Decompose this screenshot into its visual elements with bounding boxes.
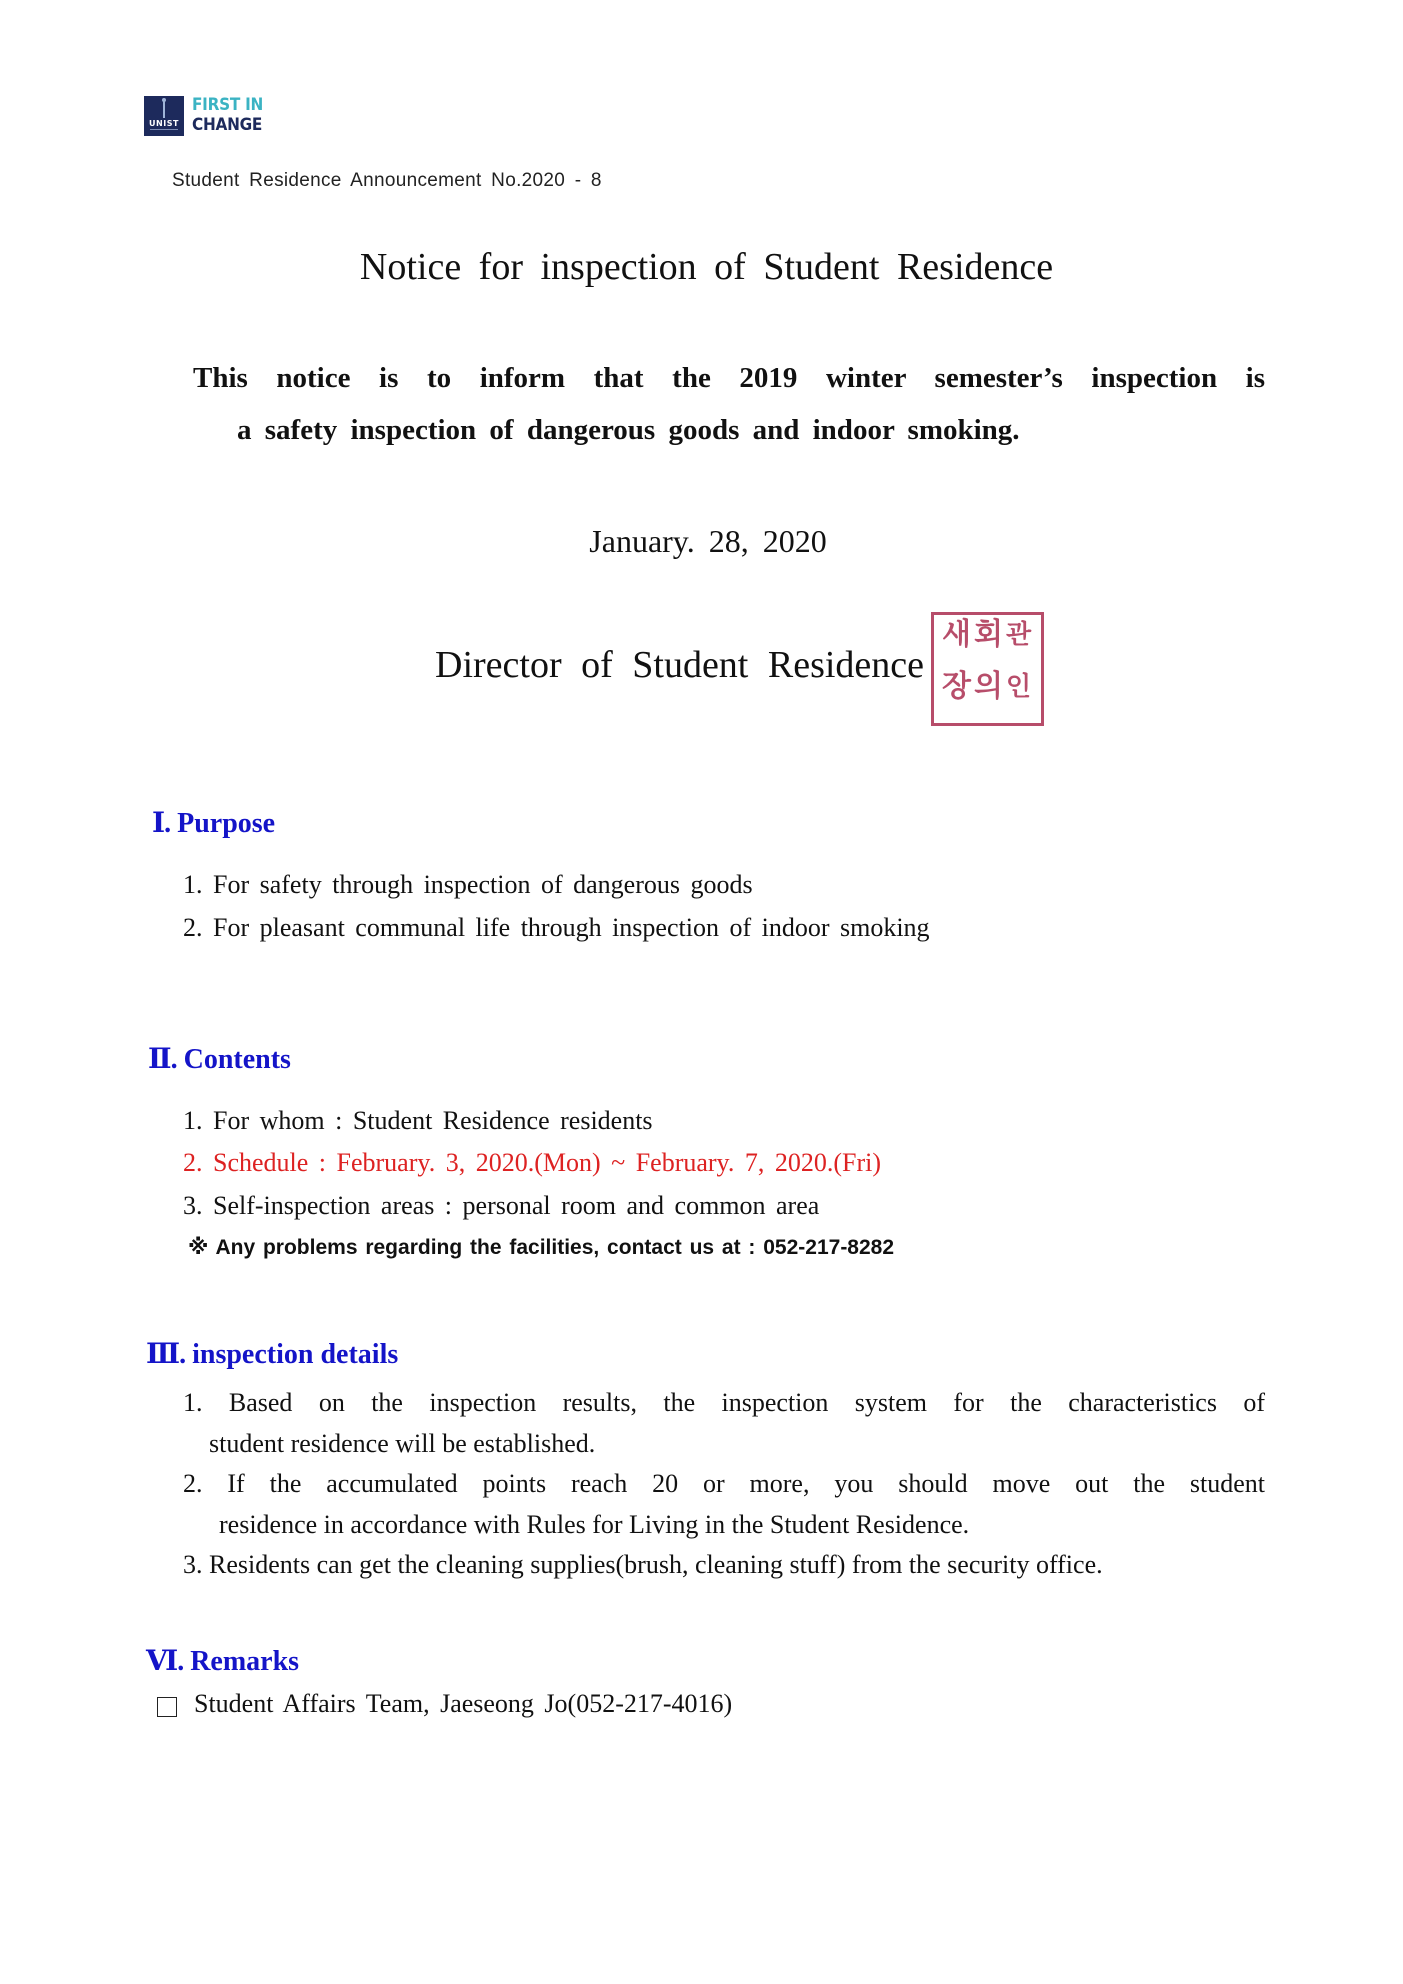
section-numeral: Ⅲ.	[146, 1339, 186, 1370]
announcement-number: Student Residence Announcement No.2020 - 8	[172, 170, 602, 191]
official-seal-stamp	[931, 612, 1044, 726]
purpose-item: 2. For pleasant communal life through inspection of indoor smoking	[183, 913, 930, 942]
logo-mark-text: UNIST	[149, 119, 179, 128]
section-numeral: Ⅰ.	[152, 808, 171, 839]
stamp-glyph: 의	[974, 669, 1003, 704]
stamp-glyph: 장	[942, 669, 971, 704]
stamp-glyph: 새	[942, 617, 971, 652]
details-item-1-line1: 1. Based on the inspection results, the inspection system for the characteristics of	[183, 1388, 1265, 1417]
details-item-1-line2: student residence will be established.	[209, 1428, 596, 1458]
details-item-2-line1: 2. If the accumulated points reach 20 or more, you should move out the student	[183, 1469, 1265, 1498]
section-heading-details	[146, 1337, 398, 1371]
stamp-glyph: 인	[1006, 672, 1032, 702]
section-title: inspection details	[192, 1339, 399, 1370]
intro-line-2: a safety inspection of dangerous goods and indoor smoking.	[237, 414, 1020, 446]
section-heading-contents	[148, 1042, 291, 1076]
logo-slogan	[192, 95, 263, 135]
section-title: Contents	[183, 1044, 291, 1075]
contents-item-schedule: 2. Schedule : February. 3, 2020.(Mon) ~ February. 7, 2020.(Fri)	[183, 1148, 882, 1177]
section-numeral: Ⅱ.	[148, 1044, 177, 1075]
remark-contact: Student Affairs Team, Jaeseong Jo(052-217-4016)	[194, 1689, 733, 1718]
section-heading-purpose	[152, 806, 275, 840]
section-title: Remarks	[190, 1646, 300, 1677]
section-title: Purpose	[177, 808, 276, 839]
contents-item-areas: 3. Self-inspection areas : personal room and common area	[183, 1191, 820, 1220]
document-title: Notice for inspection of Student Residence	[359, 246, 1054, 288]
issue-date: January. 28, 2020	[589, 523, 827, 559]
logo-slogan-line1: FIRST IN	[192, 95, 264, 115]
section-numeral: Ⅵ.	[146, 1646, 184, 1677]
contents-item-target: 1. For whom : Student Residence residents	[183, 1106, 653, 1135]
stamp-glyph: 회	[974, 617, 1003, 652]
details-item-3: 3. Residents can get the cleaning supplies(brush, cleaning stuff) from the security office.	[183, 1550, 1103, 1579]
unist-logo	[144, 96, 274, 138]
intro-statement	[193, 352, 1265, 456]
details-list	[183, 1383, 1265, 1586]
stamp-glyph: 관	[1006, 620, 1032, 650]
logo-slogan-line2: CHANGE	[192, 115, 263, 135]
checkbox-bullet-icon	[157, 1697, 177, 1717]
intro-line-1: This notice is to inform that the 2019 winter semester’s inspection is	[193, 362, 1265, 394]
facilities-contact-note: ※ Any problems regarding the facilities, contact us at : 052-217-8282	[188, 1236, 895, 1259]
section-heading-remarks	[146, 1644, 299, 1678]
signatory: Director of Student Residence	[435, 644, 925, 686]
unist-emblem-icon	[144, 96, 184, 136]
purpose-item: 1. For safety through inspection of dangerous goods	[183, 870, 753, 899]
details-item-2-line2: residence in accordance with Rules for Living in the Student Residence.	[219, 1509, 970, 1539]
